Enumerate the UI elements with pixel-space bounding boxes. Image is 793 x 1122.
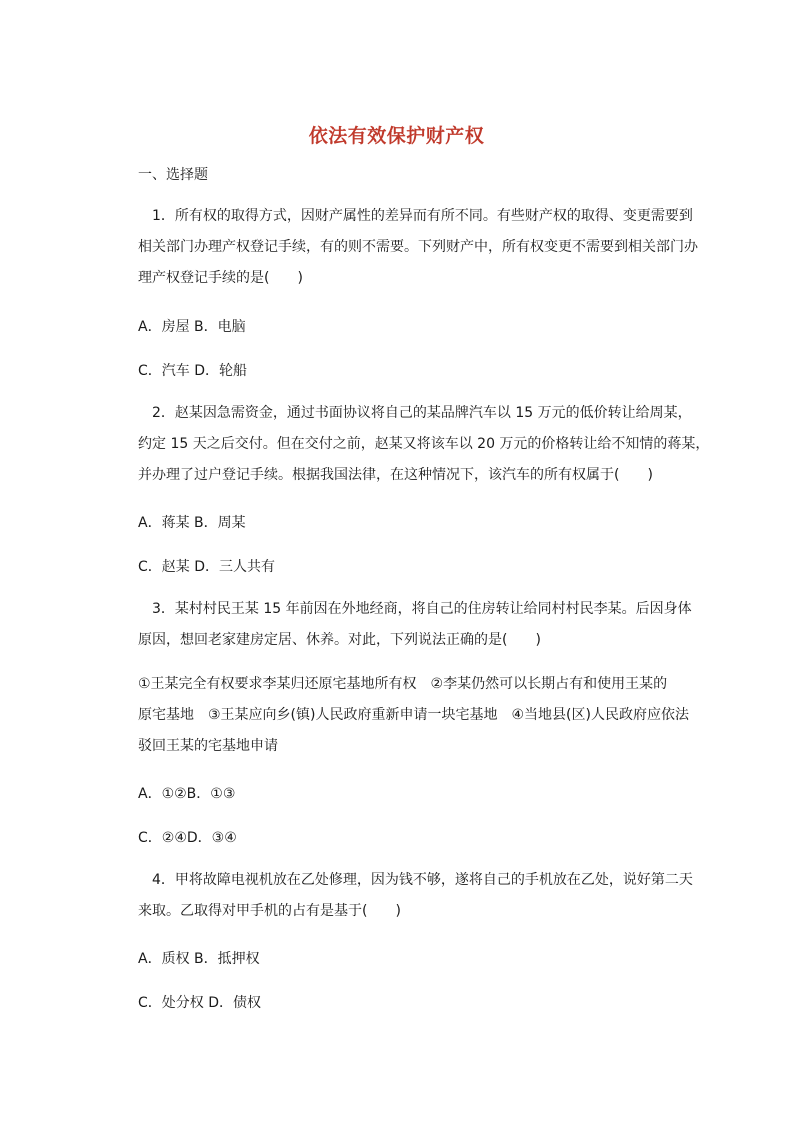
question-4-line: 来取。乙取得对甲手机的占有是基于( ) <box>138 903 401 919</box>
question-3-stem <box>138 594 692 656</box>
question-4-stem <box>138 865 693 927</box>
question-3-statement-line: 驳回王某的宅基地申请 <box>138 738 278 754</box>
question-1-line: 相关部门办理产权登记手续，有的则不需要。下列财产中，所有权变更不需要到相关部门办 <box>138 239 698 255</box>
question-4-option-row: A．质权 B．抵押权 <box>138 951 260 967</box>
question-2-option-row: A．蒋某 B．周某 <box>138 515 246 531</box>
section-heading: 一、选择题 <box>138 167 208 183</box>
question-2-line: 并办理了过户登记手续。根据我国法律，在这种情况下，该汽车的所有权属于( ) <box>138 467 653 483</box>
question-1-option-row: C．汽车 D．轮船 <box>138 363 248 379</box>
question-1-line: 1．所有权的取得方式，因财产属性的差异而有所不同。有些财产权的取得、变更需要到 <box>152 208 693 224</box>
question-3-option-row: A．①②B．①③ <box>138 786 236 802</box>
question-2-option-row: C．赵某 D．三人共有 <box>138 559 276 575</box>
question-3-line: 原因，想回老家建房定居、休养。对此，下列说法正确的是( ) <box>138 632 541 648</box>
question-3-statement-line: 原宅基地 ③王某应向乡(镇)人民政府重新申请一块宅基地 ④当地县(区)人民政府应依法 <box>138 707 689 723</box>
question-3-option-row: C．②④D．③④ <box>138 830 237 846</box>
question-1-stem <box>138 201 698 294</box>
question-1-line: 理产权登记手续的是( ) <box>138 270 303 286</box>
question-2-stem <box>138 398 710 491</box>
question-1-option-row: A．房屋 B．电脑 <box>138 319 246 335</box>
question-3-statements <box>138 669 689 762</box>
question-2-line: 约定 15 天之后交付。但在交付之前，赵某又将该车以 20 万元的价格转让给不知情的蒋某， <box>138 436 710 452</box>
question-3-statement-line: ①王某完全有权要求李某归还原宅基地所有权 ②李某仍然可以长期占有和使用王某的 <box>138 676 668 692</box>
question-4-option-row: C．处分权 D．债权 <box>138 995 262 1011</box>
question-4-line: 4．甲将故障电视机放在乙处修理，因为钱不够，遂将自己的手机放在乙处，说好第二天 <box>152 872 693 888</box>
question-3-line: 3．某村村民王某 15 年前因在外地经商，将自己的住房转让给同村村民李某。后因身体 <box>152 601 692 617</box>
question-2-line: 2．赵某因急需资金，通过书面协议将自己的某品牌汽车以 15 万元的低价转让给周某， <box>152 405 692 421</box>
document-title: 依法有效保护财产权 <box>308 125 485 147</box>
